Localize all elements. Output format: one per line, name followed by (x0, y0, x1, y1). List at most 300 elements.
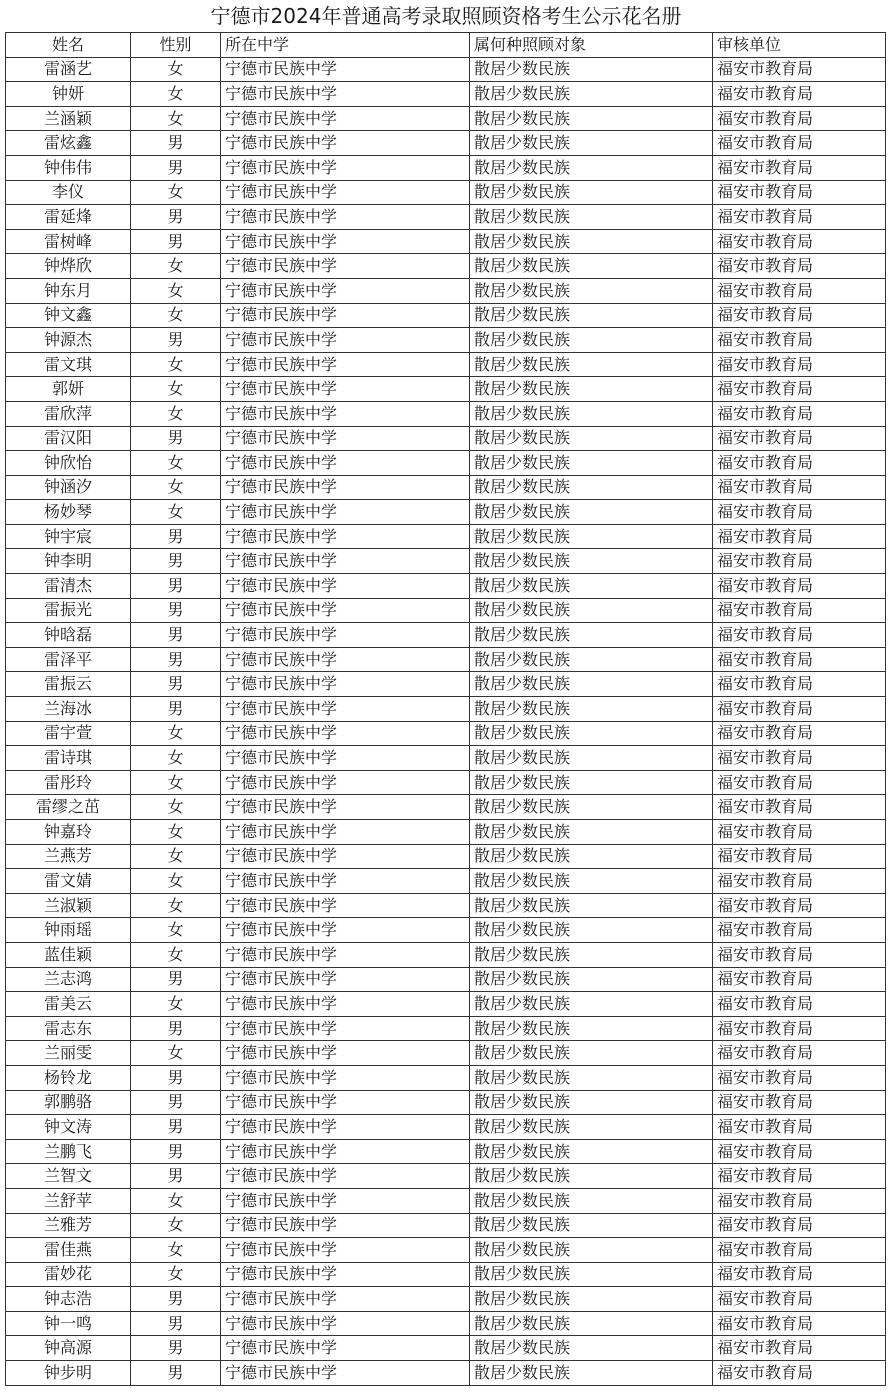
roster-body (6, 57, 886, 1385)
cell-gender: 女 (131, 57, 221, 82)
cell-gender: 女 (131, 746, 221, 771)
roster-table (5, 32, 886, 1386)
cell-review-unit: 福安市教育局 (713, 770, 886, 795)
table-row (6, 549, 886, 574)
table-row (6, 1287, 886, 1312)
table-row (6, 942, 886, 967)
table-row (6, 229, 886, 254)
cell-gender: 女 (131, 180, 221, 205)
cell-gender: 男 (131, 131, 221, 156)
cell-gender: 男 (131, 1139, 221, 1164)
table-row (6, 1090, 886, 1115)
cell-review-unit: 福安市教育局 (713, 967, 886, 992)
cell-name: 兰海冰 (6, 697, 131, 722)
cell-gender: 女 (131, 918, 221, 943)
table-row (6, 155, 886, 180)
cell-school: 宁德市民族中学 (221, 303, 470, 328)
table-row (6, 672, 886, 697)
cell-care-type: 散居少数民族 (470, 1311, 713, 1336)
cell-name: 雷宇萱 (6, 721, 131, 746)
cell-school: 宁德市民族中学 (221, 820, 470, 845)
cell-gender: 女 (131, 869, 221, 894)
cell-gender: 女 (131, 500, 221, 525)
cell-review-unit: 福安市教育局 (713, 426, 886, 451)
cell-review-unit: 福安市教育局 (713, 697, 886, 722)
cell-school: 宁德市民族中学 (221, 229, 470, 254)
cell-care-type: 散居少数民族 (470, 180, 713, 205)
cell-school: 宁德市民族中学 (221, 254, 470, 279)
cell-gender: 男 (131, 967, 221, 992)
table-row (6, 1065, 886, 1090)
cell-gender: 男 (131, 1016, 221, 1041)
table-row (6, 992, 886, 1017)
cell-school: 宁德市民族中学 (221, 401, 470, 426)
cell-gender: 女 (131, 254, 221, 279)
cell-name: 钟文鑫 (6, 303, 131, 328)
cell-name: 雷彤玲 (6, 770, 131, 795)
cell-school: 宁德市民族中学 (221, 1164, 470, 1189)
cell-gender: 女 (131, 992, 221, 1017)
cell-gender: 女 (131, 451, 221, 476)
cell-care-type: 散居少数民族 (470, 155, 713, 180)
cell-gender: 男 (131, 574, 221, 599)
cell-name: 雷振云 (6, 672, 131, 697)
cell-name: 钟伟伟 (6, 155, 131, 180)
cell-care-type: 散居少数民族 (470, 1188, 713, 1213)
cell-care-type: 散居少数民族 (470, 746, 713, 771)
cell-review-unit: 福安市教育局 (713, 598, 886, 623)
table-row (6, 598, 886, 623)
cell-care-type: 散居少数民族 (470, 377, 713, 402)
cell-care-type: 散居少数民族 (470, 352, 713, 377)
cell-care-type: 散居少数民族 (470, 475, 713, 500)
cell-review-unit: 福安市教育局 (713, 1188, 886, 1213)
cell-care-type: 散居少数民族 (470, 869, 713, 894)
cell-review-unit: 福安市教育局 (713, 1336, 886, 1361)
cell-name: 兰燕芳 (6, 844, 131, 869)
cell-school: 宁德市民族中学 (221, 697, 470, 722)
cell-name: 钟文涛 (6, 1115, 131, 1140)
cell-school: 宁德市民族中学 (221, 1311, 470, 1336)
cell-name: 雷志东 (6, 1016, 131, 1041)
cell-school: 宁德市民族中学 (221, 1361, 470, 1386)
cell-care-type: 散居少数民族 (470, 893, 713, 918)
cell-gender: 男 (131, 549, 221, 574)
cell-gender: 女 (131, 1262, 221, 1287)
cell-gender: 女 (131, 820, 221, 845)
cell-care-type: 散居少数民族 (470, 795, 713, 820)
table-row (6, 1238, 886, 1263)
cell-name: 雷文琪 (6, 352, 131, 377)
cell-care-type: 散居少数民族 (470, 254, 713, 279)
cell-school: 宁德市民族中学 (221, 992, 470, 1017)
cell-name: 李仪 (6, 180, 131, 205)
cell-school: 宁德市民族中学 (221, 844, 470, 869)
cell-name: 钟妍 (6, 82, 131, 107)
cell-school: 宁德市民族中学 (221, 426, 470, 451)
cell-school: 宁德市民族中学 (221, 721, 470, 746)
table-row (6, 82, 886, 107)
cell-school: 宁德市民族中学 (221, 574, 470, 599)
cell-name: 钟烨欣 (6, 254, 131, 279)
cell-name: 杨铃龙 (6, 1065, 131, 1090)
cell-review-unit: 福安市教育局 (713, 328, 886, 353)
table-row (6, 1336, 886, 1361)
cell-gender: 男 (131, 1090, 221, 1115)
cell-review-unit: 福安市教育局 (713, 278, 886, 303)
cell-name: 钟东月 (6, 278, 131, 303)
cell-name: 蓝佳颖 (6, 942, 131, 967)
table-row (6, 205, 886, 230)
cell-care-type: 散居少数民族 (470, 598, 713, 623)
cell-review-unit: 福安市教育局 (713, 918, 886, 943)
cell-gender: 女 (131, 795, 221, 820)
table-row (6, 1311, 886, 1336)
cell-name: 雷欣萍 (6, 401, 131, 426)
table-row (6, 1016, 886, 1041)
cell-name: 兰淑颖 (6, 893, 131, 918)
cell-school: 宁德市民族中学 (221, 155, 470, 180)
table-row (6, 303, 886, 328)
column-header-care-type: 属何种照顾对象 (470, 33, 713, 58)
cell-name: 钟晗磊 (6, 623, 131, 648)
cell-care-type: 散居少数民族 (470, 1041, 713, 1066)
cell-name: 雷延烽 (6, 205, 131, 230)
table-row (6, 795, 886, 820)
table-row (6, 721, 886, 746)
cell-school: 宁德市民族中学 (221, 1139, 470, 1164)
cell-school: 宁德市民族中学 (221, 82, 470, 107)
cell-name: 雷佳燕 (6, 1238, 131, 1263)
cell-care-type: 散居少数民族 (470, 1361, 713, 1386)
cell-review-unit: 福安市教育局 (713, 1065, 886, 1090)
table-row (6, 1041, 886, 1066)
cell-review-unit: 福安市教育局 (713, 647, 886, 672)
cell-gender: 女 (131, 303, 221, 328)
cell-school: 宁德市民族中学 (221, 1336, 470, 1361)
cell-care-type: 散居少数民族 (470, 942, 713, 967)
cell-gender: 男 (131, 623, 221, 648)
table-row (6, 1262, 886, 1287)
cell-care-type: 散居少数民族 (470, 967, 713, 992)
cell-review-unit: 福安市教育局 (713, 721, 886, 746)
table-row (6, 426, 886, 451)
table-row (6, 500, 886, 525)
column-header-school: 所在中学 (221, 33, 470, 58)
table-row (6, 328, 886, 353)
cell-name: 雷树峰 (6, 229, 131, 254)
table-row (6, 623, 886, 648)
cell-school: 宁德市民族中学 (221, 475, 470, 500)
cell-care-type: 散居少数民族 (470, 1065, 713, 1090)
table-row (6, 1115, 886, 1140)
cell-gender: 男 (131, 697, 221, 722)
cell-gender: 女 (131, 278, 221, 303)
cell-review-unit: 福安市教育局 (713, 549, 886, 574)
table-row (6, 106, 886, 131)
cell-school: 宁德市民族中学 (221, 746, 470, 771)
table-row (6, 1188, 886, 1213)
cell-gender: 男 (131, 1336, 221, 1361)
cell-school: 宁德市民族中学 (221, 524, 470, 549)
cell-school: 宁德市民族中学 (221, 1213, 470, 1238)
table-row (6, 254, 886, 279)
cell-review-unit: 福安市教育局 (713, 106, 886, 131)
cell-school: 宁德市民族中学 (221, 869, 470, 894)
cell-review-unit: 福安市教育局 (713, 475, 886, 500)
cell-review-unit: 福安市教育局 (713, 1361, 886, 1386)
cell-review-unit: 福安市教育局 (713, 1213, 886, 1238)
table-row (6, 131, 886, 156)
cell-school: 宁德市民族中学 (221, 598, 470, 623)
cell-school: 宁德市民族中学 (221, 918, 470, 943)
cell-care-type: 散居少数民族 (470, 229, 713, 254)
cell-care-type: 散居少数民族 (470, 1287, 713, 1312)
cell-name: 兰志鸿 (6, 967, 131, 992)
cell-review-unit: 福安市教育局 (713, 746, 886, 771)
table-row (6, 278, 886, 303)
cell-review-unit: 福安市教育局 (713, 1311, 886, 1336)
cell-name: 钟源杰 (6, 328, 131, 353)
cell-care-type: 散居少数民族 (470, 770, 713, 795)
cell-school: 宁德市民族中学 (221, 1090, 470, 1115)
cell-review-unit: 福安市教育局 (713, 254, 886, 279)
cell-school: 宁德市民族中学 (221, 1188, 470, 1213)
cell-school: 宁德市民族中学 (221, 647, 470, 672)
cell-school: 宁德市民族中学 (221, 1065, 470, 1090)
cell-name: 雷炫鑫 (6, 131, 131, 156)
cell-review-unit: 福安市教育局 (713, 869, 886, 894)
cell-gender: 男 (131, 1361, 221, 1386)
table-row (6, 1139, 886, 1164)
cell-care-type: 散居少数民族 (470, 328, 713, 353)
cell-name: 雷缪之茁 (6, 795, 131, 820)
column-header-name: 姓名 (6, 33, 131, 58)
cell-review-unit: 福安市教育局 (713, 377, 886, 402)
cell-review-unit: 福安市教育局 (713, 1139, 886, 1164)
cell-review-unit: 福安市教育局 (713, 229, 886, 254)
cell-name: 郭妍 (6, 377, 131, 402)
cell-school: 宁德市民族中学 (221, 106, 470, 131)
cell-name: 雷泽平 (6, 647, 131, 672)
cell-care-type: 散居少数民族 (470, 992, 713, 1017)
cell-review-unit: 福安市教育局 (713, 1262, 886, 1287)
cell-name: 钟高源 (6, 1336, 131, 1361)
cell-care-type: 散居少数民族 (470, 721, 713, 746)
cell-school: 宁德市民族中学 (221, 549, 470, 574)
cell-review-unit: 福安市教育局 (713, 795, 886, 820)
cell-care-type: 散居少数民族 (470, 303, 713, 328)
cell-school: 宁德市民族中学 (221, 672, 470, 697)
table-row (6, 746, 886, 771)
cell-name: 雷美云 (6, 992, 131, 1017)
cell-name: 兰智文 (6, 1164, 131, 1189)
cell-name: 钟志浩 (6, 1287, 131, 1312)
table-row (6, 1164, 886, 1189)
cell-care-type: 散居少数民族 (470, 574, 713, 599)
cell-care-type: 散居少数民族 (470, 1336, 713, 1361)
table-row (6, 697, 886, 722)
cell-review-unit: 福安市教育局 (713, 451, 886, 476)
cell-care-type: 散居少数民族 (470, 426, 713, 451)
cell-review-unit: 福安市教育局 (713, 672, 886, 697)
table-row (6, 1213, 886, 1238)
cell-gender: 女 (131, 106, 221, 131)
cell-care-type: 散居少数民族 (470, 697, 713, 722)
table-row (6, 647, 886, 672)
table-row (6, 844, 886, 869)
cell-gender: 男 (131, 426, 221, 451)
cell-gender: 男 (131, 1065, 221, 1090)
cell-name: 钟涵汐 (6, 475, 131, 500)
cell-name: 兰舒苹 (6, 1188, 131, 1213)
table-row (6, 893, 886, 918)
cell-name: 兰涵颖 (6, 106, 131, 131)
cell-name: 雷振光 (6, 598, 131, 623)
cell-name: 兰丽雯 (6, 1041, 131, 1066)
table-row (6, 967, 886, 992)
cell-name: 钟欣怡 (6, 451, 131, 476)
cell-review-unit: 福安市教育局 (713, 82, 886, 107)
cell-school: 宁德市民族中学 (221, 57, 470, 82)
cell-gender: 男 (131, 229, 221, 254)
cell-name: 钟嘉玲 (6, 820, 131, 845)
cell-review-unit: 福安市教育局 (713, 1115, 886, 1140)
cell-school: 宁德市民族中学 (221, 1041, 470, 1066)
cell-care-type: 散居少数民族 (470, 623, 713, 648)
cell-name: 雷妙花 (6, 1262, 131, 1287)
cell-gender: 女 (131, 401, 221, 426)
cell-review-unit: 福安市教育局 (713, 401, 886, 426)
cell-care-type: 散居少数民族 (470, 82, 713, 107)
cell-school: 宁德市民族中学 (221, 893, 470, 918)
cell-school: 宁德市民族中学 (221, 278, 470, 303)
cell-school: 宁德市民族中学 (221, 1238, 470, 1263)
cell-school: 宁德市民族中学 (221, 942, 470, 967)
cell-school: 宁德市民族中学 (221, 1115, 470, 1140)
cell-name: 杨妙琴 (6, 500, 131, 525)
cell-gender: 男 (131, 1311, 221, 1336)
table-row (6, 574, 886, 599)
cell-name: 兰鹏飞 (6, 1139, 131, 1164)
table-row (6, 401, 886, 426)
cell-name: 雷清杰 (6, 574, 131, 599)
cell-gender: 女 (131, 1188, 221, 1213)
cell-care-type: 散居少数民族 (470, 549, 713, 574)
cell-gender: 男 (131, 155, 221, 180)
cell-care-type: 散居少数民族 (470, 1139, 713, 1164)
cell-name: 钟步明 (6, 1361, 131, 1386)
cell-review-unit: 福安市教育局 (713, 844, 886, 869)
cell-gender: 女 (131, 893, 221, 918)
table-row (6, 57, 886, 82)
cell-gender: 男 (131, 1287, 221, 1312)
cell-care-type: 散居少数民族 (470, 401, 713, 426)
cell-care-type: 散居少数民族 (470, 1115, 713, 1140)
cell-gender: 男 (131, 524, 221, 549)
cell-school: 宁德市民族中学 (221, 328, 470, 353)
table-row (6, 524, 886, 549)
cell-school: 宁德市民族中学 (221, 1016, 470, 1041)
cell-school: 宁德市民族中学 (221, 352, 470, 377)
cell-school: 宁德市民族中学 (221, 967, 470, 992)
cell-review-unit: 福安市教育局 (713, 131, 886, 156)
cell-school: 宁德市民族中学 (221, 623, 470, 648)
table-row (6, 869, 886, 894)
table-row (6, 770, 886, 795)
cell-review-unit: 福安市教育局 (713, 180, 886, 205)
cell-care-type: 散居少数民族 (470, 647, 713, 672)
cell-review-unit: 福安市教育局 (713, 57, 886, 82)
cell-name: 雷文婧 (6, 869, 131, 894)
cell-care-type: 散居少数民族 (470, 278, 713, 303)
cell-gender: 男 (131, 1164, 221, 1189)
table-row (6, 475, 886, 500)
cell-gender: 女 (131, 1213, 221, 1238)
cell-school: 宁德市民族中学 (221, 131, 470, 156)
cell-gender: 男 (131, 672, 221, 697)
cell-gender: 男 (131, 328, 221, 353)
cell-gender: 男 (131, 1115, 221, 1140)
cell-name: 钟宇宸 (6, 524, 131, 549)
cell-review-unit: 福安市教育局 (713, 1238, 886, 1263)
table-row (6, 180, 886, 205)
cell-care-type: 散居少数民族 (470, 1213, 713, 1238)
cell-care-type: 散居少数民族 (470, 1238, 713, 1263)
cell-review-unit: 福安市教育局 (713, 1041, 886, 1066)
cell-review-unit: 福安市教育局 (713, 205, 886, 230)
cell-care-type: 散居少数民族 (470, 1016, 713, 1041)
cell-review-unit: 福安市教育局 (713, 1287, 886, 1312)
cell-name: 兰雅芳 (6, 1213, 131, 1238)
cell-care-type: 散居少数民族 (470, 106, 713, 131)
cell-review-unit: 福安市教育局 (713, 352, 886, 377)
cell-school: 宁德市民族中学 (221, 1287, 470, 1312)
cell-gender: 男 (131, 647, 221, 672)
cell-review-unit: 福安市教育局 (713, 623, 886, 648)
cell-care-type: 散居少数民族 (470, 131, 713, 156)
cell-gender: 女 (131, 82, 221, 107)
cell-review-unit: 福安市教育局 (713, 893, 886, 918)
cell-name: 雷诗琪 (6, 746, 131, 771)
cell-review-unit: 福安市教育局 (713, 992, 886, 1017)
cell-school: 宁德市民族中学 (221, 1262, 470, 1287)
cell-name: 钟雨瑶 (6, 918, 131, 943)
cell-name: 郭鹏骆 (6, 1090, 131, 1115)
cell-care-type: 散居少数民族 (470, 451, 713, 476)
cell-care-type: 散居少数民族 (470, 1090, 713, 1115)
cell-review-unit: 福安市教育局 (713, 155, 886, 180)
cell-gender: 女 (131, 844, 221, 869)
cell-review-unit: 福安市教育局 (713, 574, 886, 599)
cell-care-type: 散居少数民族 (470, 500, 713, 525)
page-title: 宁德市2024年普通高考录取照顾资格考生公示花名册 (210, 4, 682, 28)
cell-review-unit: 福安市教育局 (713, 820, 886, 845)
cell-care-type: 散居少数民族 (470, 672, 713, 697)
cell-review-unit: 福安市教育局 (713, 524, 886, 549)
cell-gender: 男 (131, 205, 221, 230)
cell-gender: 女 (131, 377, 221, 402)
cell-school: 宁德市民族中学 (221, 205, 470, 230)
cell-name: 雷涵艺 (6, 57, 131, 82)
cell-care-type: 散居少数民族 (470, 820, 713, 845)
cell-gender: 女 (131, 770, 221, 795)
column-header-review-unit: 审核单位 (713, 33, 886, 58)
cell-name: 雷汉阳 (6, 426, 131, 451)
cell-school: 宁德市民族中学 (221, 795, 470, 820)
cell-gender: 女 (131, 352, 221, 377)
cell-gender: 男 (131, 598, 221, 623)
